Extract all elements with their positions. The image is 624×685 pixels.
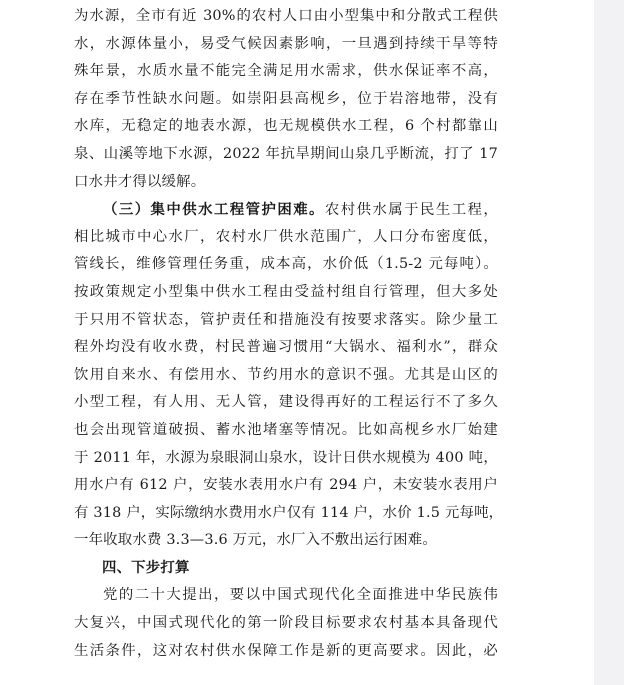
text-line: 也会出现管道破损、蓄水池堵塞等情况。比如高枧乡水厂始建 — [74, 421, 498, 438]
text-line: 管线长，维修管理任务重，成本高，水价低（1.5-2 元每吨）。 — [74, 256, 498, 273]
text-line: 为水源，全市有近 30%的农村人口由小型集中和分散式工程供 — [74, 8, 498, 24]
section-heading: 四、下步打算 — [102, 559, 190, 576]
text-line: 有 318 户，实际缴纳水费用水户仅有 114 户，水价 1.5 元每吨， — [74, 504, 504, 521]
text-line: 泉、山溪等地下水源，2022 年抗旱期间山泉几乎断流，打了 17 — [74, 145, 498, 162]
text-line: 程外均没有收水费，村民普遍习惯用“大锅水、福利水”，群众 — [74, 339, 498, 356]
paragraph-maintenance-difficulty — [74, 196, 504, 555]
paragraph-next-steps — [74, 582, 498, 665]
text-line: 大复兴，中国式现代化的第一阶段目标要求农村基本具备现代 — [74, 615, 498, 632]
text-line: 党的二十大提出，要以中国式现代化全面推进中华民族伟 — [103, 587, 498, 604]
text-line: 用水户有 612 户，安装水表用水户有 294 户，未安装水表用户 — [74, 477, 498, 494]
text-line: 存在季节性缺水问题。如崇阳县高枧乡，位于岩溶地带，没有 — [74, 90, 498, 107]
subsection-heading: （三）集中供水工程管护困难。 — [103, 201, 325, 219]
text-line: 按政策规定小型集中供水工程由受益村组自行管理，但大多处 — [74, 283, 498, 300]
text-line: 于只用不管状态，管护责任和措施没有按要求落实。除少量工 — [74, 311, 498, 328]
text-line: 生活条件，这对农村供水保障工作是新的更高要求。因此，必 — [74, 642, 498, 659]
paragraph-water-source — [74, 3, 498, 196]
text-line: 殊年景，水质水量不能完全满足用水需求，供水保证率不高， — [74, 63, 498, 80]
text-line: 水，水源体量小，易受气候因素影响，一旦遇到持续干旱等特 — [74, 35, 498, 52]
text-line: 水库，无稳定的地表水源，也无规模供水工程，6 个村都靠山 — [74, 118, 498, 135]
text-line: 相比城市中心水厂，农村水厂供水范围广，人口分布密度低， — [74, 228, 498, 245]
viewer-gutter — [594, 0, 624, 685]
text-line: 一年收取水费 3.3—3.6 万元，水厂入不敷出运行困难。 — [74, 532, 437, 549]
text-line: 小型工程，有人用、无人管，建设得再好的工程运行不了多久 — [74, 394, 498, 411]
text-span: 农村供水属于民生工程， — [324, 202, 498, 219]
text-line: 饮用自来水、有偿用水、节约用水的意识不强。尤其是山区的 — [74, 366, 498, 383]
text-line: 口水井才得以缓解。 — [74, 173, 206, 190]
text-line: 于 2011 年，水源为泉眼洞山泉水，设计日供水规模为 400 吨， — [74, 449, 498, 466]
text-line-with-heading — [74, 196, 498, 224]
document-body — [74, 3, 504, 665]
